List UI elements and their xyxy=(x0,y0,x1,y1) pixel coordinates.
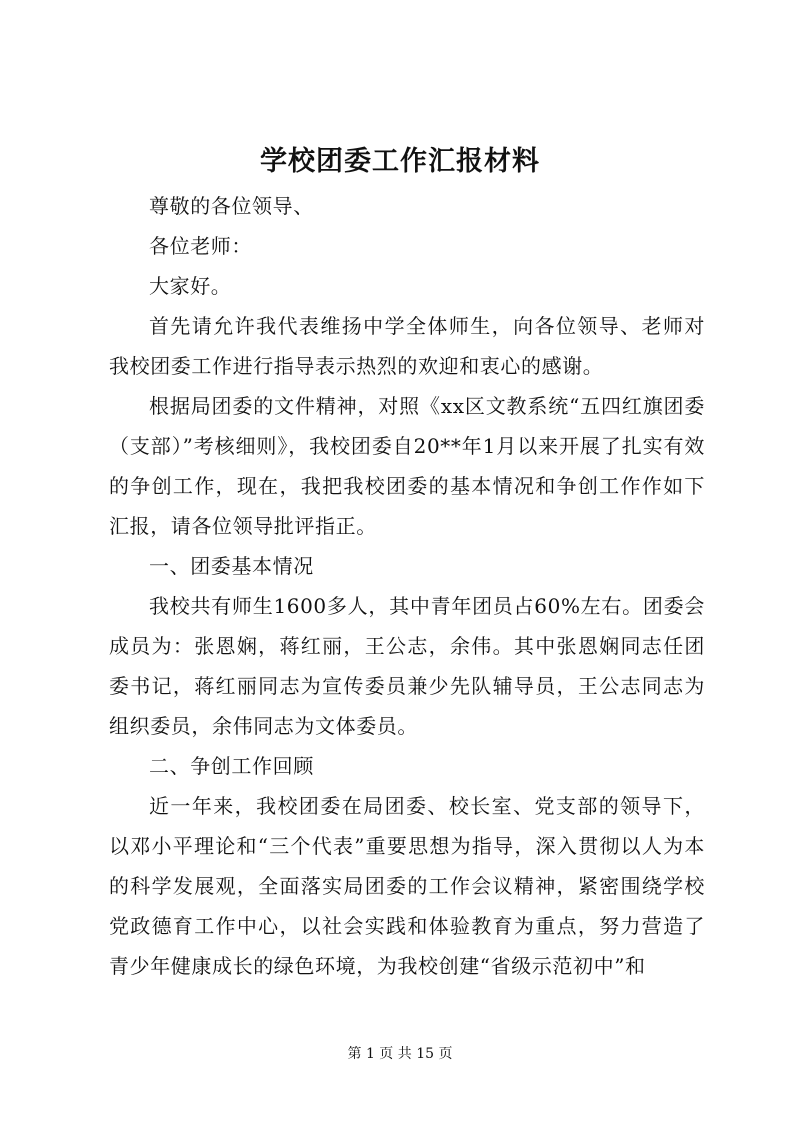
salutation-leaders: 尊敬的各位领导、 xyxy=(149,194,314,218)
section-heading-review: 二、争创工作回顾 xyxy=(149,754,314,778)
page-number-footer: 第 1 页 共 15 页 xyxy=(347,1046,453,1062)
document-title: 学校团委工作汇报材料 xyxy=(260,146,540,177)
salutation-teachers: 各位老师： xyxy=(149,234,252,258)
paragraph-review: 近一年来，我校团委在局团委、校长室、党支部的领导下，以邓小平理论和“三个代表”重要思想为指导，深入贯彻以人为本的科学发展观，全面落实局团委的工作会议精神，紧密围绕学校党政德育工作中心，以社会实践和体验教育为重点，努力营造了青少年健康成长的绿色环境，为我校创建“省级示范初中”和 xyxy=(109,794,705,978)
section-heading-basic-info: 一、团委基本情况 xyxy=(149,554,314,578)
document-body xyxy=(109,186,705,986)
greeting: 大家好。 xyxy=(149,274,232,298)
paragraph-basic-info: 我校共有师生1600多人，其中青年团员占60%左右。团委会成员为：张恩娴，蒋红丽，王公志，余伟。其中张恩娴同志任团委书记，蒋红丽同志为宣传委员兼少先队辅导员，王公志同志为组织委员，余伟同志为文体委员。 xyxy=(109,594,705,738)
paragraph-intro: 根据局团委的文件精神，对照《xx区文教系统“五四红旗团委（支部）”考核细则》，我校团委自20**年1月以来开展了扎实有效的争创工作，现在，我把我校团委的基本情况和争创工作作如下汇报，请各位领导批评指正。 xyxy=(109,394,705,538)
paragraph-welcome: 首先请允许我代表维扬中学全体师生，向各位领导、老师对我校团委工作进行指导表示热烈的欢迎和衷心的感谢。 xyxy=(109,314,705,378)
